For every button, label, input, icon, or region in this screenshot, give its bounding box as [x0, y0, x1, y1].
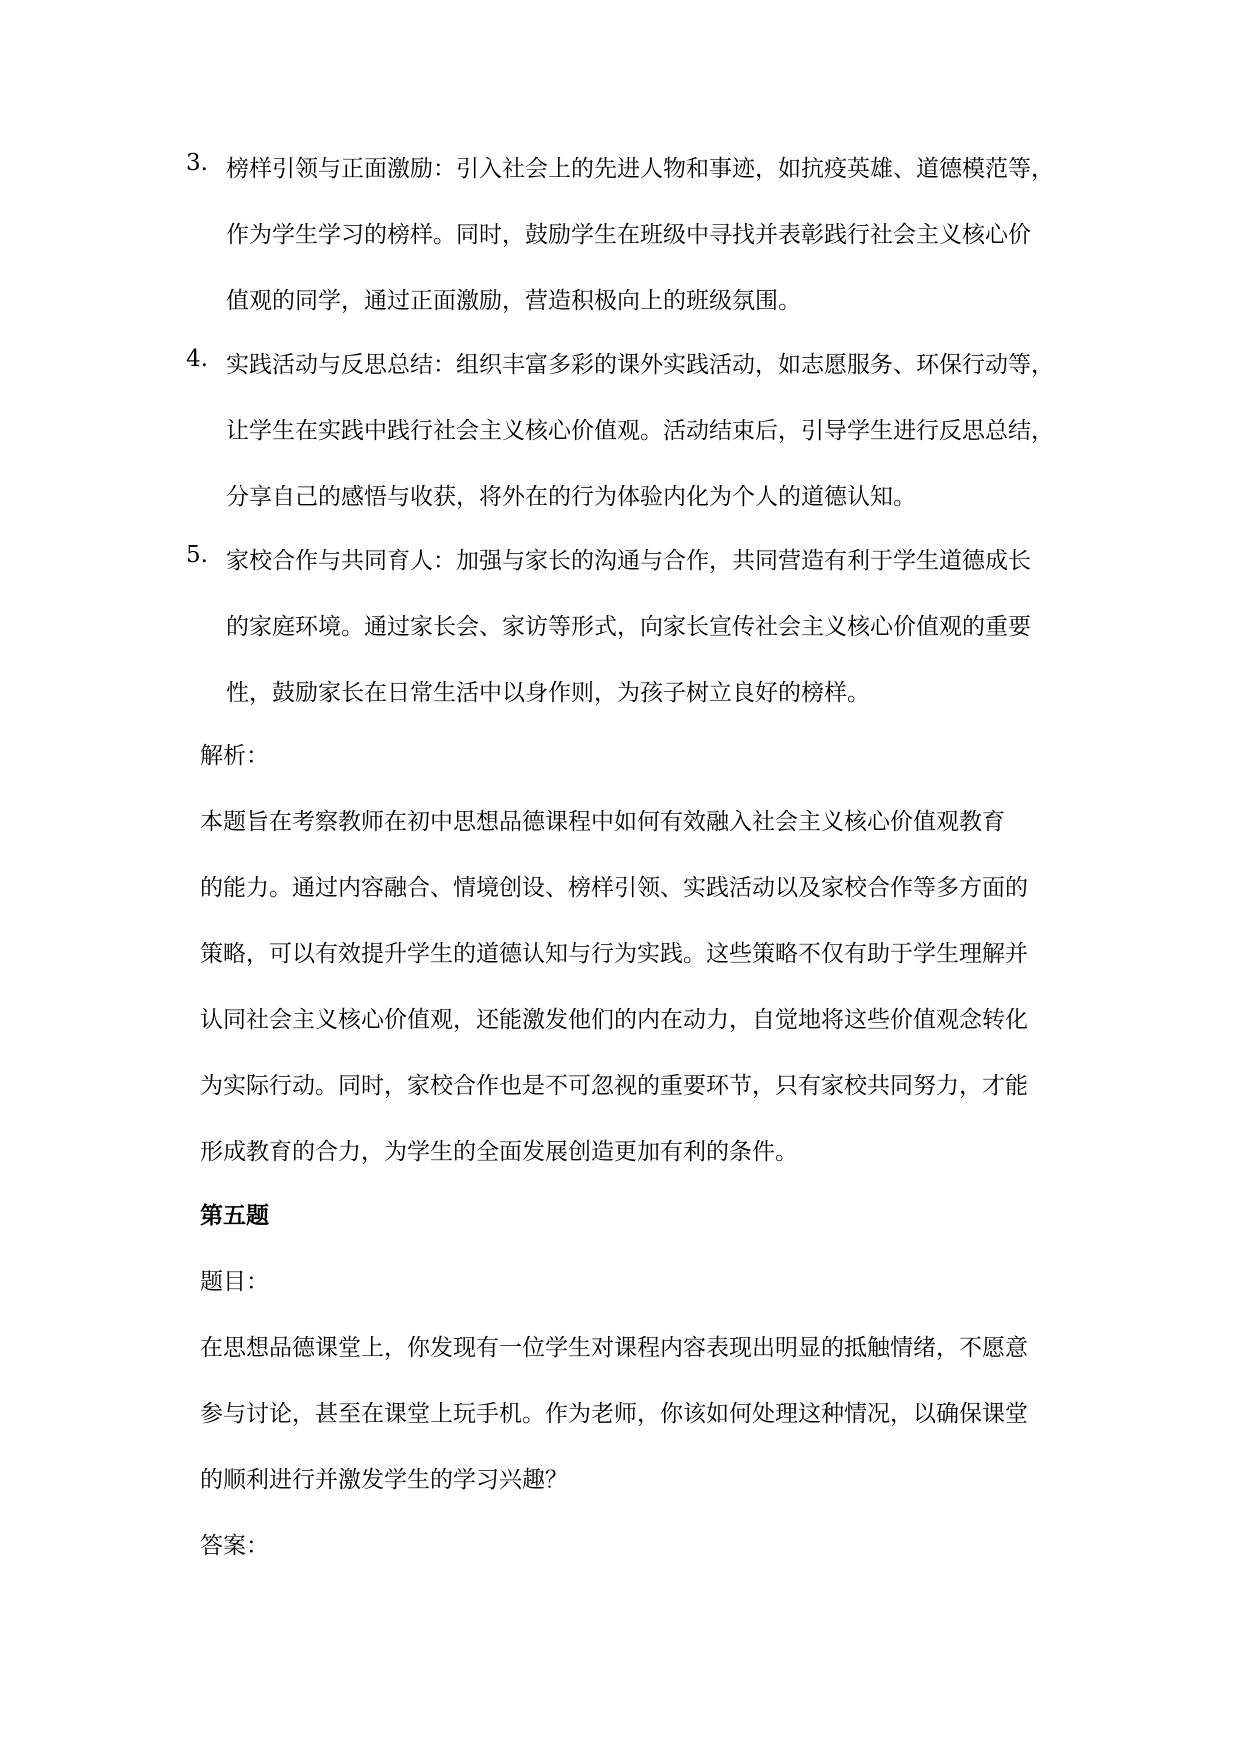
answer-label: 答案：	[200, 1533, 269, 1559]
list-line: 值观的同学，通过正面激励，营造积极向上的班级氛围。	[226, 288, 801, 314]
analysis-line: 为实际行动。同时，家校合作也是不可忽视的重要环节，只有家校共同努力，才能	[200, 1073, 1028, 1099]
question-line: 参与讨论，甚至在课堂上玩手机。作为老师，你该如何处理这种情况，以确保课堂	[200, 1401, 1028, 1427]
list-line: 分享自己的感悟与收获，将外在的行为体验内化为个人的道德认知。	[226, 484, 916, 510]
list-line: 作为学生学习的榜样。同时，鼓励学生在班级中寻找并表彰践行社会主义核心价	[226, 222, 1031, 248]
analysis-line: 策略，可以有效提升学生的道德认知与行为实践。这些策略不仅有助于学生理解并	[200, 941, 1028, 967]
analysis-line: 的能力。通过内容融合、情境创设、榜样引领、实践活动以及家校合作等多方面的	[200, 875, 1028, 901]
list-number: 5.	[186, 542, 208, 568]
list-number: 3.	[186, 150, 208, 176]
question-line: 的顺利进行并激发学生的学习兴趣？	[200, 1467, 568, 1493]
section-title: 第五题	[200, 1202, 269, 1229]
list-line: 实践活动与反思总结：组织丰富多彩的课外实践活动，如志愿服务、环保行动等，	[226, 352, 1054, 378]
list-line: 的家庭环境。通过家长会、家访等形式，向家长宣传社会主义核心价值观的重要	[226, 614, 1031, 640]
analysis-line: 形成教育的合力，为学生的全面发展创造更加有利的条件。	[200, 1139, 798, 1165]
analysis-line: 本题旨在考察教师在初中思想品德课程中如何有效融入社会主义核心价值观教育	[200, 809, 1005, 835]
question-label: 题目：	[200, 1269, 269, 1295]
analysis-line: 认同社会主义核心价值观，还能激发他们的内在动力，自觉地将这些价值观念转化	[200, 1007, 1028, 1033]
list-line: 让学生在实践中践行社会主义核心价值观。活动结束后，引导学生进行反思总结，	[226, 418, 1054, 444]
list-line: 性，鼓励家长在日常生活中以身作则，为孩子树立良好的榜样。	[226, 680, 870, 706]
question-line: 在思想品德课堂上，你发现有一位学生对课程内容表现出明显的抵触情绪，不愿意	[200, 1335, 1028, 1361]
list-line: 榜样引领与正面激励：引入社会上的先进人物和事迹，如抗疫英雄、道德模范等，	[226, 156, 1054, 182]
list-number: 4.	[186, 346, 208, 372]
list-line: 家校合作与共同育人：加强与家长的沟通与合作，共同营造有利于学生道德成长	[226, 548, 1031, 574]
analysis-label: 解析：	[200, 743, 269, 769]
